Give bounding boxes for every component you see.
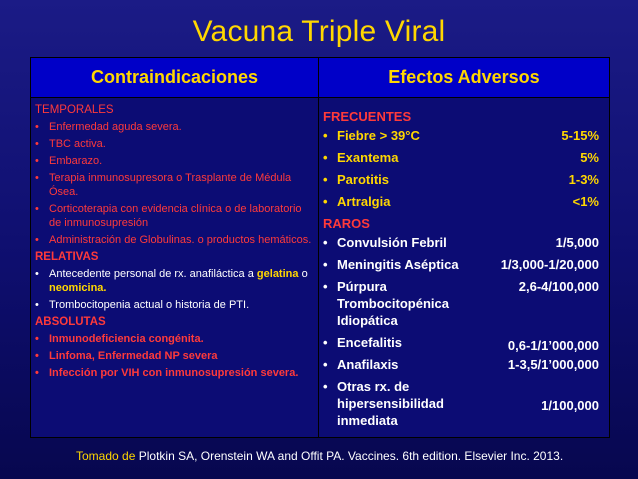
bullet-icon: • <box>323 257 328 272</box>
list-item: • Infección por VIH con inmunosupresión severa. <box>35 367 299 379</box>
bullet-icon: • <box>323 357 328 372</box>
bullet-icon: • <box>35 333 39 345</box>
section-raros: RAROS <box>323 216 370 231</box>
section-absolutas: ABSOLUTAS <box>35 316 106 328</box>
bullet-icon: • <box>35 203 39 215</box>
list-item: • Meningitis Aséptica 1/3,000-1/20,000 <box>323 257 599 272</box>
list-item: • Antecedente personal de rx. anafiláctica a gelatina o neomicina. <box>35 268 308 294</box>
column-divider <box>318 58 319 437</box>
bullet-icon: • <box>35 155 39 167</box>
slide-title: Vacuna Triple Viral <box>192 15 446 48</box>
bullet-icon: • <box>35 350 39 362</box>
section-temporales: TEMPORALES <box>35 104 114 116</box>
list-item: • Embarazo. <box>35 155 103 167</box>
list-item: • Inmunodeficiencia congénita. <box>35 333 204 345</box>
bullet-icon: • <box>35 367 39 379</box>
bullet-icon: • <box>323 235 328 250</box>
list-item: • Linfoma, Enfermedad NP severa <box>35 350 218 362</box>
efectos-adversos-column <box>323 108 605 434</box>
header-efectos-adversos: Efectos Adversos <box>319 58 609 97</box>
list-item: • Encefalitis 0,6-1/1’000,000 <box>323 335 599 353</box>
bullet-icon: • <box>35 234 39 246</box>
bullet-icon: • <box>323 379 328 394</box>
list-item: • Exantema 5% <box>323 150 599 165</box>
list-item: • Anafilaxis 1-3,5/1’000,000 <box>323 357 599 372</box>
list-item: • Otras rx. de hipersensibilidad inmediata 1/100,000 <box>323 379 599 428</box>
list-item: • Púrpura Trombocitopénica Idiopática 2,6-4/100,000 <box>323 279 599 328</box>
list-item: • Administración de Globulinas. o productos hemáticos. <box>35 234 312 246</box>
list-item: • Trombocitopenia actual o historia de PTI. <box>35 299 250 311</box>
bullet-icon: • <box>35 172 39 184</box>
content-table <box>30 57 610 438</box>
citation-footer: Tomado de Plotkin SA, Orenstein WA and Offit PA. Vaccines. 6th edition. Elsevier Inc. 2013. <box>76 449 564 463</box>
list-item: • Enfermedad aguda severa. <box>35 121 182 133</box>
header-contraindicaciones: Contraindicaciones <box>31 58 318 97</box>
bullet-icon: • <box>323 194 328 209</box>
list-item: • Artralgia <1% <box>323 194 599 209</box>
list-item: • TBC activa. <box>35 138 106 150</box>
bullet-icon: • <box>323 279 328 294</box>
section-relativas: RELATIVAS <box>35 251 99 263</box>
bullet-icon: • <box>35 268 39 280</box>
bullet-icon: • <box>35 299 39 311</box>
bullet-icon: • <box>323 172 328 187</box>
section-frecuentes: FRECUENTES <box>323 109 412 124</box>
bullet-icon: • <box>35 138 39 150</box>
bullet-icon: • <box>35 121 39 133</box>
bullet-icon: • <box>323 335 328 350</box>
header-divider <box>31 97 609 98</box>
list-item: • Parotitis 1-3% <box>323 172 599 187</box>
list-item: • Terapia inmunosupresora o Trasplante de Médula Ósea. <box>35 172 292 198</box>
list-item: • Convulsión Febril 1/5,000 <box>323 235 599 250</box>
bullet-icon: • <box>323 150 328 165</box>
list-item: • Corticoterapia con evidencia clínica o de laboratorio de inmunosupresión <box>35 203 302 229</box>
list-item: • Fiebre > 39°C 5-15% <box>323 128 599 143</box>
contraindicaciones-column <box>35 103 315 380</box>
bullet-icon: • <box>323 128 328 143</box>
